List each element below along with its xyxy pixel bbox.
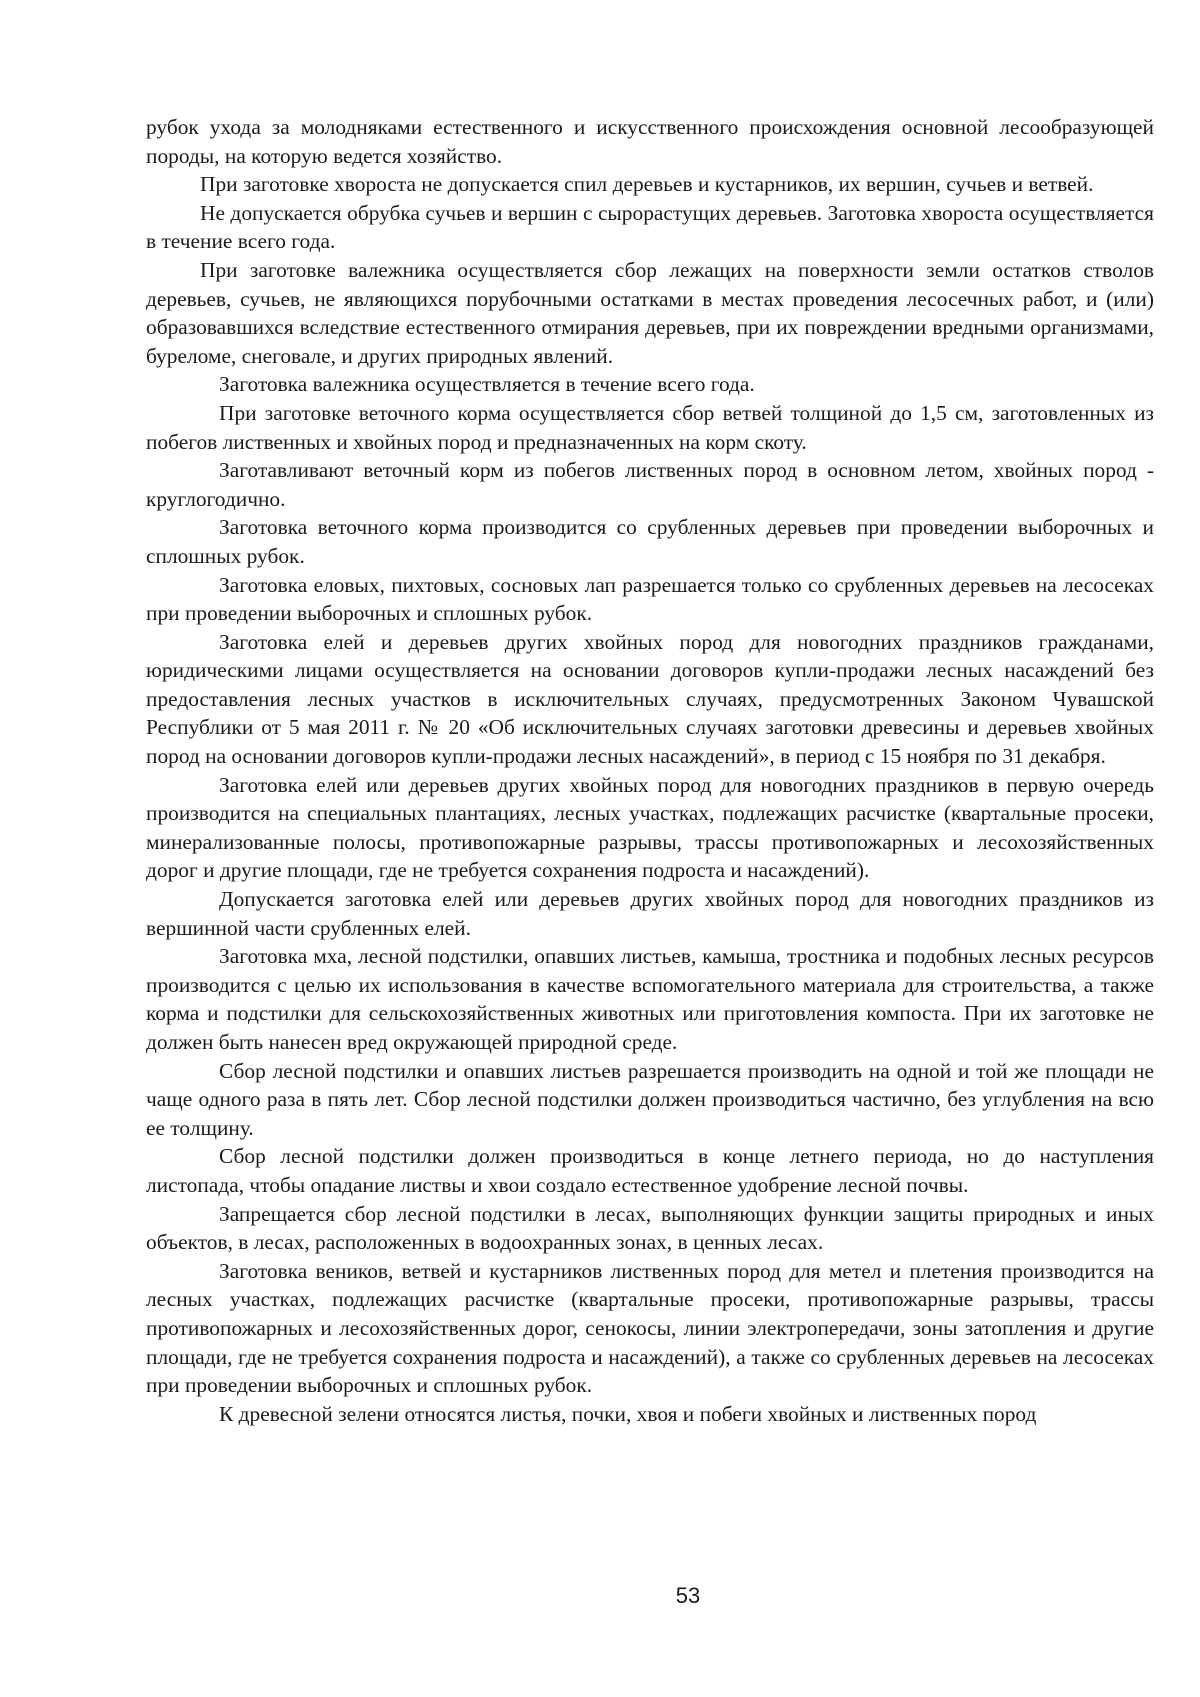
paragraph-13: Заготовка мха, лесной подстилки, опавших листьев, камыша, тростника и подобных лесных ресурсов производится с целью их использования в качестве вспомогательного материала для строительства, а также корма и подстилки для сельскохозяйственных животных или приготовления компоста. При их заготовке не должен быть нанесен вред окружающей природной среде.	[146, 944, 1154, 1054]
paragraph-16: Запрещается сбор лесной подстилки в лесах, выполняющих функции защиты природных и иных объектов, в лесах, расположенных в водоохранных зонах, в ценных лесах.	[146, 1201, 1154, 1255]
paragraph-4: При заготовке валежника осуществляется сбор лежащих на поверхности земли остатков стволов деревьев, сучьев, не являющихся порубочными остатками в местах проведения лесосечных работ, и (или) образовавшихся вследствие естественного отмирания деревьев, при их повреждении вредными организмами, буреломе, снеговале, и других природных явлений.	[146, 257, 1154, 368]
paragraph-5: Заготовка валежника осуществляется в течение всего года.	[219, 372, 755, 397]
paragraph-1: рубок ухода за молодняками естественного и искусственного происхождения основной лесообразующей породы, на которую ведется хозяйство.	[146, 115, 1154, 168]
paragraph-17: Заготовка веников, ветвей и кустарников лиственных пород для метел и плетения производится на лесных участках, подлежащих расчистке (квартальные просеки, противопожарные разрывы, трассы противопожарных и лесохозяйственных дорог, сенокосы, линии электропередачи, зоны затопления и другие площади, где не требуется сохранения подроста и насаждений), а также со срубленных деревьев на лесосеках при проведении выборочных и сплошных рубок.	[146, 1258, 1154, 1398]
paragraph-7: Заготавливают веточный корм из побегов лиственных пород в основном летом, хвойных пород - круглогодично.	[146, 458, 1154, 511]
paragraph-11: Заготовка елей или деревьев других хвойных пород для новогодних праздников в первую очередь производится на специальных плантациях, лесных участках, подлежащих расчистке (квартальные просеки, минерализованные полосы, противопожарные разрывы, трассы противопожарных и лесохозяйственных дорог и другие площади, где не требуется сохранения подроста и насаждений).	[146, 772, 1154, 883]
paragraph-15: Сбор лесной подстилки должен производиться в конце летнего периода, но до наступления листопада, чтобы опадание листвы и хвои создало естественное удобрение лесной почвы.	[146, 1144, 1154, 1197]
paragraph-18: К древесной зелени относятся листья, почки, хвоя и побеги хвойных и лиственных пород	[219, 1401, 1037, 1426]
page-number: 53	[675, 1583, 701, 1608]
paragraph-8: Заготовка веточного корма производится со срубленных деревьев при проведении выборочных и сплошных рубок.	[146, 515, 1154, 568]
paragraph-6: При заготовке веточного корма осуществляется сбор ветвей толщиной до 1,5 см, заготовленных из побегов лиственных и хвойных пород и предназначенных на корм скоту.	[146, 400, 1154, 454]
paragraph-14: Сбор лесной подстилки и опавших листьев разрешается производить на одной и той же площади не чаще одного раза в пять лет. Сбор лесной подстилки должен производиться частично, без углубления на всю ее толщину.	[146, 1058, 1154, 1140]
paragraph-10: Заготовка елей и деревьев других хвойных пород для новогодних праздников гражданами, юридическими лицами осуществляется на основании договоров купли-продажи лесных насаждений без предоставления лесных участков в исключительных случаях, предусмотренных Законом Чувашской Республики от 5 мая 2011 г. № 20 «Об исключительных случаях заготовки древесины и деревьев хвойных пород на основании договоров купли-продажи лесных насаждений», в период с 15 ноября по 31 декабря.	[146, 629, 1154, 769]
paragraph-3: Не допускается обрубка сучьев и вершин с сырорастущих деревьев. Заготовка хвороста осуществляется в течение всего года.	[146, 200, 1154, 254]
paragraph-12: Допускается заготовка елей или деревьев других хвойных пород для новогодних праздников из вершинной части срубленных елей.	[146, 887, 1154, 940]
paragraph-2: При заготовке хвороста не допускается спил деревьев и кустарников, их вершин, сучьев и ветвей.	[200, 172, 1094, 197]
document-body	[146, 113, 1154, 1428]
paragraph-9: Заготовка еловых, пихтовых, сосновых лап разрешается только со срубленных деревьев на лесосеках при проведении выборочных и сплошных рубок.	[146, 572, 1154, 626]
